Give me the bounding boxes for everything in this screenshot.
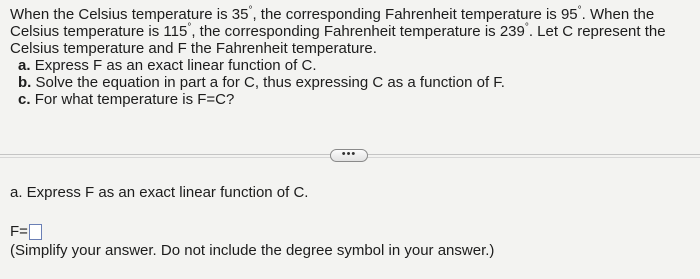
part-a-letter: a. xyxy=(18,57,31,74)
part-c-text: For what temperature is F=C? xyxy=(34,91,235,108)
answer-instruction: (Simplify your answer. Do not include the degree symbol in your answer.) xyxy=(10,242,495,259)
question-text xyxy=(10,6,694,108)
expand-more-button[interactable]: ••• xyxy=(330,149,368,162)
part-c xyxy=(10,91,694,108)
part-b-letter: b. xyxy=(18,74,32,91)
intro-text-5: . Let C represent the Celsius temperature and F the Fahrenheit temperature. xyxy=(10,23,666,57)
degree-symbol: ° xyxy=(577,5,582,16)
answer-prompt: a. Express F as an exact linear function of C. xyxy=(10,184,309,201)
part-a-text: Express F as an exact linear function of C. xyxy=(34,57,317,74)
part-a xyxy=(10,57,694,74)
question-parts xyxy=(10,57,694,108)
intro-text-1: When the Celsius temperature is 35 xyxy=(10,6,249,23)
section-divider xyxy=(0,146,700,168)
intro-text-3: . When the Celsius temperature is 115 xyxy=(10,6,655,40)
degree-symbol: ° xyxy=(524,22,529,33)
degree-symbol: ° xyxy=(187,22,192,33)
answer-input[interactable] xyxy=(29,224,42,240)
question-intro xyxy=(10,6,694,57)
intro-text-4: , the corresponding Fahrenheit temperature is 239 xyxy=(191,23,525,40)
answer-row xyxy=(10,222,42,242)
part-b xyxy=(10,74,694,91)
answer-section xyxy=(10,184,690,259)
part-b-text: Solve the equation in part a for C, thus expressing C as a function of F. xyxy=(35,74,505,91)
degree-symbol: ° xyxy=(248,5,253,16)
intro-text-2: , the corresponding Fahrenheit temperature is 95 xyxy=(252,6,578,23)
part-c-letter: c. xyxy=(18,91,31,108)
answer-lhs: F= xyxy=(10,223,28,240)
